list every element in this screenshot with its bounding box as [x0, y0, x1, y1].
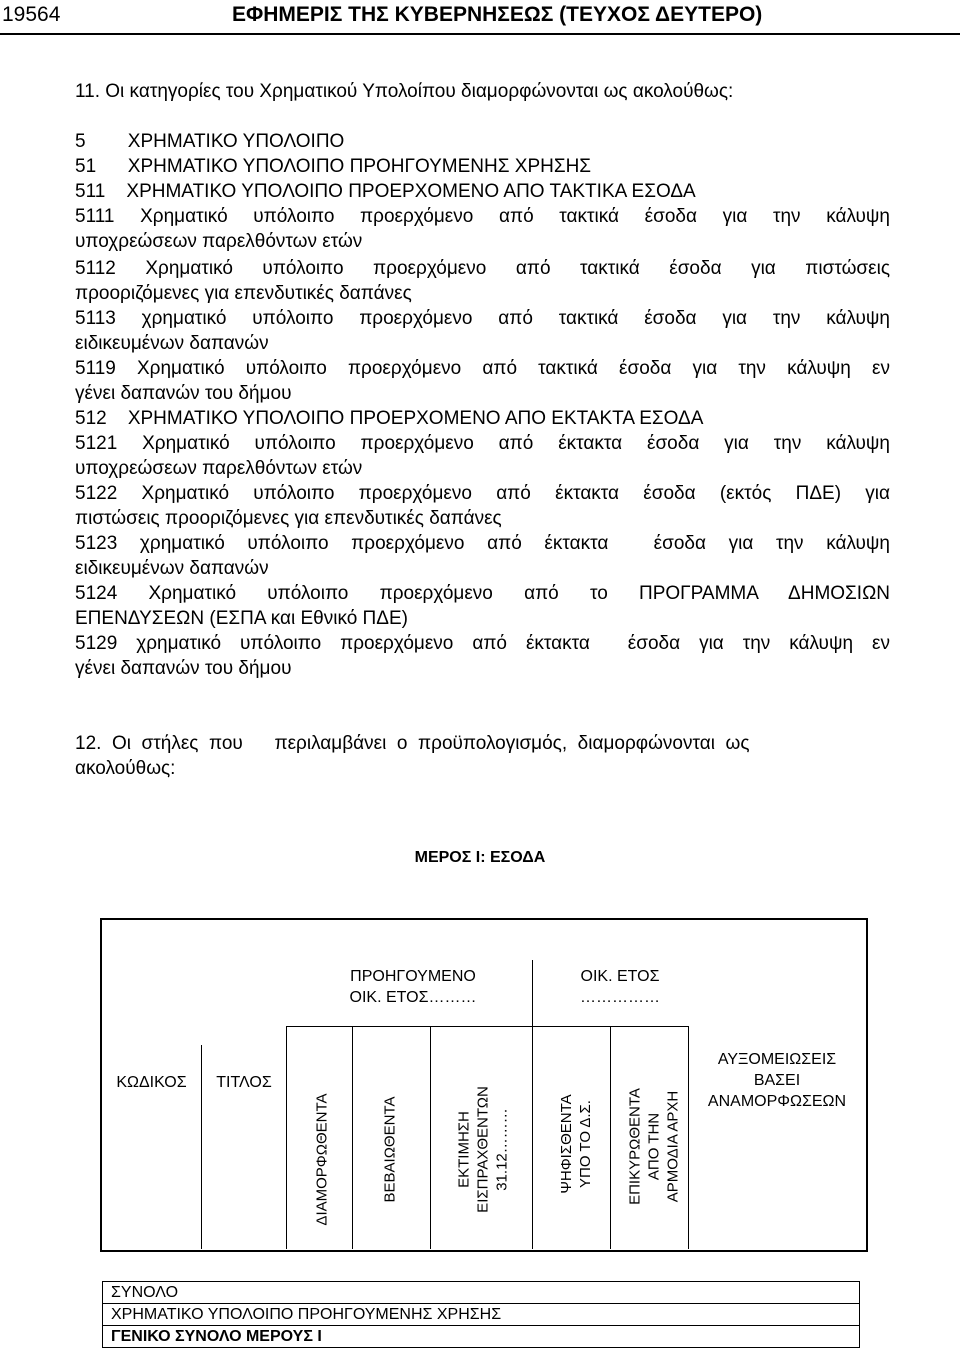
category-line: 51 ΧΡΗΜΑΤΙΚΟ ΥΠΟΛΟΙΠΟ ΠΡΟΗΓΟΥΜΕΝΗΣ ΧΡΗΣΗΣ [75, 156, 592, 177]
category-line: 5112 Χρηματικό υπόλοιπο προερχόμενο από τακτικά έσοδα για πιστώσεις [75, 258, 890, 279]
ratified-column-header: ΕΠΙΚΥΡΩΘΕΝΤΑ ΑΠΟ ΤΗΝ ΑΡΜΟΔΙΑ ΑΡΧΗ [626, 1088, 682, 1205]
table-row [103, 1326, 860, 1348]
category-line: γένει δαπανών του δήμου [75, 383, 292, 404]
category-line: 5123 χρηματικό υπόλοιπο προερχόμενο από έκτακτα έσοδα για την κάλυψη [75, 533, 890, 554]
table-divider [532, 960, 533, 1249]
category-line: 5129 χρηματικό υπόλοιπο προερχόμενο από έκτακτα έσοδα για την κάλυψη εν [75, 633, 890, 654]
certified-column-header: ΒΕΒΑΙΩΘΕΝΤΑ [381, 1096, 399, 1203]
category-line: 5113 χρηματικό υπόλοιπο προερχόμενο από τακτικά έσοδα για την κάλυψη [75, 308, 890, 329]
section-11-intro: 11. Οι κατηγορίες του Χρηματικού Υπολοίπου διαμορφώνονται ως ακολούθως: [75, 81, 734, 102]
category-line: 5 ΧΡΗΜΑΤΙΚΟ ΥΠΟΛΟΙΠΟ [75, 131, 345, 152]
header-rule [0, 33, 960, 35]
summary-total: ΣΥΝΟΛΟ [103, 1282, 860, 1304]
category-line: γένει δαπανών του δήμου [75, 658, 292, 679]
code-column-header: ΚΩΔΙΚΟΣ [116, 1074, 187, 1091]
category-line: ΕΠΕΝΔΥΣΕΩΝ (ΕΣΠΑ και Εθνικό ΠΔΕ) [75, 608, 408, 629]
page-header [0, 0, 960, 36]
page-number: 19564 [2, 3, 61, 26]
category-line: 511 ΧΡΗΜΑΤΙΚΟ ΥΠΟΛΟΙΠΟ ΠΡΟΕΡΧΟΜΕΝΟ ΑΠΟ ΤΑΚΤΙΚΑ ΕΣΟΔΑ [75, 181, 696, 202]
section-12-line: 12. Οι στήλες που περιλαμβάνει ο προϋπολογισμός, διαμορφώνονται ως [75, 733, 750, 754]
estimate-column-header: ΕΚΤΙΜΗΣΗ ΕΙΣΠΡΑΧΘΕΝΤΩΝ 31.12……… [455, 1086, 511, 1213]
gazette-title: ΕΦΗΜΕΡΙΣ ΤΗΣ ΚΥΒΕΡΝΗΣΕΩΣ (ΤΕΥΧΟΣ ΔΕΥΤΕΡΟ) [232, 3, 763, 26]
table-row [103, 1282, 860, 1304]
restructured-column-header: ΔΙΑΜΟΡΦΩΘΕΝΤΑ [313, 1093, 331, 1226]
category-line: 5122 Χρηματικό υπόλοιπο προερχόμενο από έκτακτα έσοδα (εκτός ΠΔΕ) για [75, 483, 890, 504]
category-line: ειδικευμένων δαπανών [75, 333, 269, 354]
summary-prev-balance: ΧΡΗΜΑΤΙΚΟ ΥΠΟΛΟΙΠΟ ΠΡΟΗΓΟΥΜΕΝΗΣ ΧΡΗΣΗΣ [103, 1304, 860, 1326]
category-line: υποχρεώσεων παρελθόντων ετών [75, 231, 363, 252]
title-column-header: ΤΙΤΛΟΣ [216, 1074, 272, 1091]
table-divider [352, 1026, 353, 1249]
current-year-header: ΟΙΚ. ΕΤΟΣ …………… [580, 968, 660, 1006]
table-divider [286, 1026, 287, 1249]
category-line: πιστώσεις προοριζόμενες για επενδυτικές δαπάνες [75, 508, 502, 529]
table-divider [688, 1026, 689, 1249]
category-line: ειδικευμένων δαπανών [75, 558, 269, 579]
summary-table [102, 1281, 860, 1348]
category-line: υποχρεώσεων παρελθόντων ετών [75, 458, 363, 479]
voted-column-header: ΨΗΦΙΣΘΕΝΤΑ ΥΠΟ ΤΟ Δ.Σ. [558, 1094, 594, 1194]
category-line: προοριζόμενες για επενδυτικές δαπάνες [75, 283, 412, 304]
category-line: 5121 Χρηματικό υπόλοιπο προερχόμενο από έκτακτα έσοδα για την κάλυψη [75, 433, 890, 454]
table-divider [430, 1026, 431, 1249]
table-row [103, 1304, 860, 1326]
part-title: ΜΕΡΟΣ Ι: ΕΣΟΔΑ [414, 849, 546, 866]
section-12-line: ακολούθως: [75, 758, 176, 779]
table-divider [610, 1026, 611, 1249]
prev-year-header: ΠΡΟΗΓΟΥΜΕΝΟ ΟΙΚ. ΕΤΟΣ……… [349, 968, 477, 1006]
table-divider [286, 1026, 688, 1027]
category-line: 5124 Χρηματικό υπόλοιπο προερχόμενο από το ΠΡΟΓΡΑΜΜΑ ΔΗΜΟΣΙΩΝ [75, 583, 890, 604]
category-line: 512 ΧΡΗΜΑΤΙΚΟ ΥΠΟΛΟΙΠΟ ΠΡΟΕΡΧΟΜΕΝΟ ΑΠΟ ΕΚΤΑΚΤΑ ΕΣΟΔΑ [75, 408, 704, 429]
category-line: 5111 Χρηματικό υπόλοιπο προερχόμενο από τακτικά έσοδα για την κάλυψη [75, 206, 890, 227]
category-line: 5119 Χρηματικό υπόλοιπο προερχόμενο από τακτικά έσοδα για την κάλυψη εν [75, 358, 890, 379]
adjustments-column-header: ΑΥΞΟΜΕΙΩΣΕΙΣ ΒΑΣΕΙ ΑΝΑΜΟΡΦΩΣΕΩΝ [707, 1051, 847, 1110]
summary-grand-total: ΓΕΝΙΚΟ ΣΥΝΟΛΟ ΜΕΡΟΥΣ Ι [103, 1326, 860, 1348]
